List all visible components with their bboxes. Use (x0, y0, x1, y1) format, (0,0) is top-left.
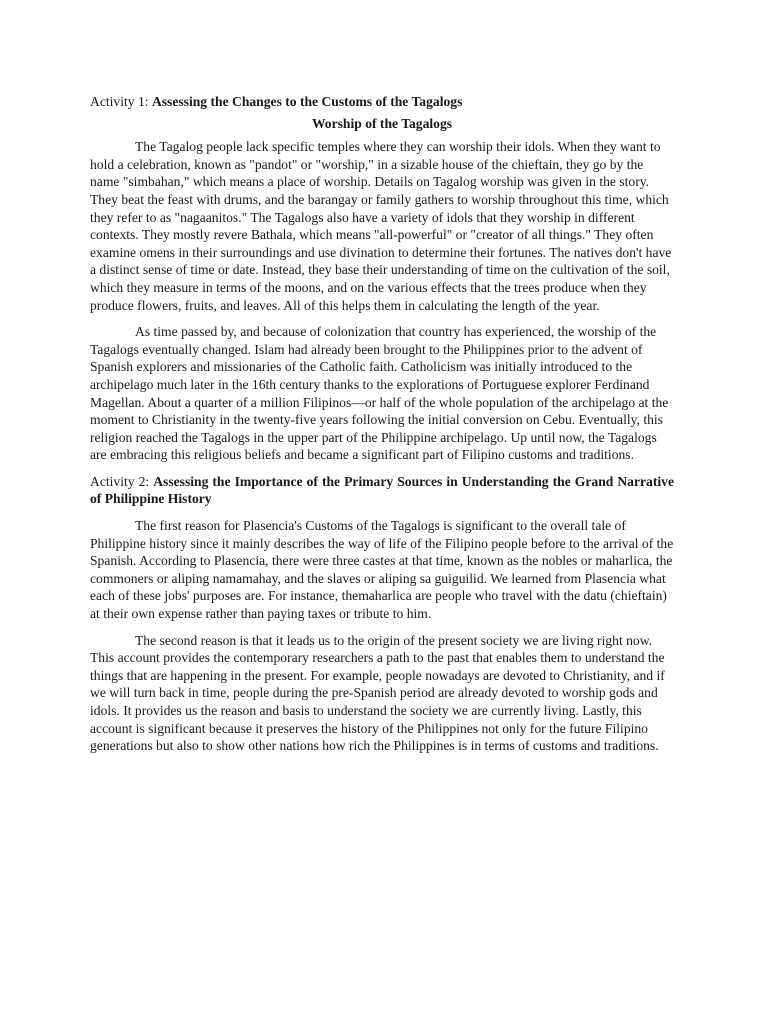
document-page (90, 93, 674, 764)
section-title: Worship of the Tagalogs (311, 115, 453, 131)
activity-1-heading (90, 93, 674, 111)
paragraph-colonization: As time passed by, and because of colonization that country has experienced, the worship of the Tagalogs eventually changed. Islam had already been brought to the Philippines prior to the advent of Spanish explorers and missionaries of the Catholic faith. Catholicism was initially introduced to the archipelago much later in the 16th century thanks to the explorations of Portuguese explorer Ferdinand Magellan. About a quarter of a million Filipinos—or half of the whole population of the archipelago at the moment to Christianity in the twenty-five years following the initial conversion on Cebu. Eventually, this religion reached the Tagalogs in the upper part of the Philippine archipelago. Up until now, the Tagalogs are embracing this religious beliefs and became a significant part of Filipino customs and traditions. (90, 324, 669, 463)
activity-1-label: Activity 1: (90, 94, 152, 109)
activity-1-title: Assessing the Changes to the Customs of the Tagalogs (151, 94, 463, 109)
paragraph-first-reason: The first reason for Plasencia's Customs of the Tagalogs is significant to the overall tale of Philippine history since it mainly describes the way of life of the Filipino people before to the arrival of the Spanish. According to Plasencia, there were three castes at that time, known as the nobles or maharlica, the commoners or aliping namamahay, and the slaves or aliping sa guiguilid. We learned from Plasencia what each of these jobs' purposes are. For instance, themaharlica are people who travel with the datu (chieftain) at their own expense rather than paying taxes or tribute to him. (90, 518, 674, 622)
paragraph-second-reason: The second reason is that it leads us to the origin of the present society we are living right now. This account provides the contemporary researchers a path to the past that enables them to understand the things that are happening in the present. For example, people nowadays are devoted to Christianity, and if we will turn back in time, people during the pre-Spanish period are already devoted to worship gods and idols. It provides us the reason and basis to understand the society we are currently living. Lastly, this account is significant because it preserves the history of the Philippines not only for the future Filipino generations but also to show other nations how rich the Philippines is in terms of customs and traditions. (90, 632, 665, 754)
activity-2-title: Assessing the Importance of the Primary Sources in Understanding the Grand Narrative of Philippine History (90, 473, 674, 507)
activity-2-label: Activity 2: (90, 473, 154, 489)
activity-2-heading (90, 473, 674, 508)
paragraph-worship: The Tagalog people lack specific temples where they can worship their idols. When they want to hold a celebration, known as "pandot" or "worship," in a sizable house of the chieftain, they go by the name "simbahan," which means a place of worship. Details on Tagalog worship was given in the story. They beat the feast with drums, and the barangay or family gathers to worship throughout this time, which they refer to as "nagaanitos." The Tagalogs also have a variety of idols that they worship in different contexts. They mostly revere Bathala, which means "all-powerful" or "creator of all things." They often examine omens in their surroundings and use divination to determine their fortunes. The natives don't have a distinct sense of time or date. Instead, they base their understanding of time on the cultivation of the soil, which they measure in terms of the moons, and on the various effects that the trees produce when they produce flowers, fruits, and leaves. All of this helps them in calculating the length of the year. (90, 139, 672, 313)
